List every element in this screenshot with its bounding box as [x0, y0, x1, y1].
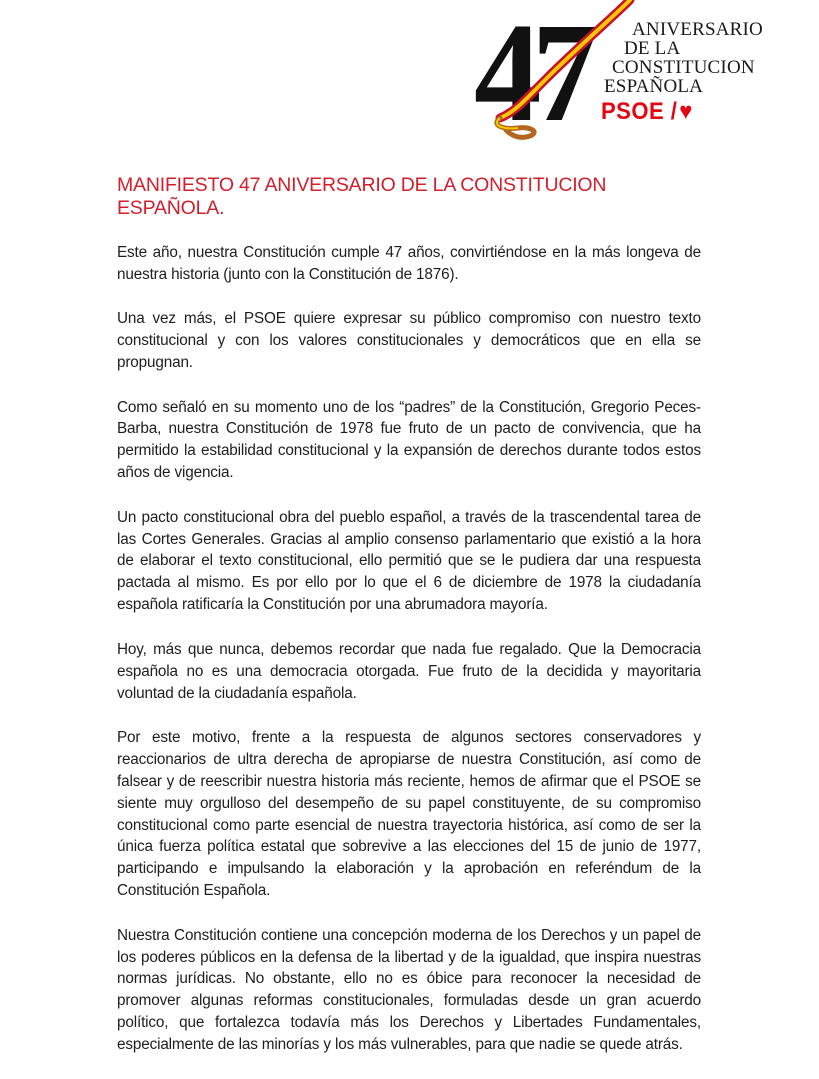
document-title: MANIFIESTO 47 ANIVERSARIO DE LA CONSTITUCION ESPAÑOLA.	[117, 174, 607, 219]
logo-line: ANIVERSARIO	[632, 19, 763, 40]
paragraph: Este año, nuestra Constitución cumple 47 años, convirtiéndose en la más longeva de nuestra historia (junto con la Constitución de 1876).	[117, 244, 701, 283]
logo-line: ESPAÑOLA	[604, 76, 704, 97]
psoe-label: PSOE /	[601, 98, 678, 125]
paragraph: Por este motivo, frente a la respuesta de algunos sectores conservadores y reaccionarios de ultra derecha de apropiarse de nuestra Constitución, así como de falsear y de reescribir nuestra historia más reciente, hemos de afirmar que el PSOE se siente muy orgulloso del desempeño de su papel constituyente, de su compromiso constitucional como parte esencial de nuestra trayectoria histórica, así como de ser la única fuerza política estatal que sobrevive a las elecciones del 15 de junio de 1977, participando e impulsando la elaboración y la aprobación en referéndum de la Constitución Española.	[117, 728, 701, 900]
paragraph: Una vez más, el PSOE quiere expresar su público compromiso con nuestro texto constitucional y con los valores constitucionales y democráticos que en ella se propugnan.	[117, 310, 701, 372]
logo-line: CONSTITUCION	[612, 57, 755, 78]
heart-icon: ♥	[679, 98, 693, 125]
paragraph: Un pacto constitucional obra del pueblo español, a través de la trascendental tarea de las Cortes Generales. Gracias al amplio consenso parlamentario que existió a la hora de elaborar el texto constitucional, ello permitió que se le pudiera dar una respuesta pactada al mismo. Es por ello por lo que el 6 de diciembre de 1978 la ciudadanía española ratificaría la Constitución por una abrumadora mayoría.	[117, 508, 701, 614]
manifesto-document	[117, 174, 701, 1079]
psoe-brand	[601, 98, 693, 126]
logo-number: 47	[474, 0, 590, 151]
paragraph: Hoy, más que nunca, debemos recordar que nada fue regalado. Que la Democracia española no es una democracia otorgada. Fue fruto de la decidida y mayoritaria voluntad de la ciudadanía española.	[117, 640, 701, 702]
anniversary-logo	[470, 0, 819, 151]
logo-text	[604, 20, 763, 96]
paragraph: Nuestra Constitución contiene una concepción moderna de los Derechos y un papel de los poderes públicos en la defensa de la libertad y de la igualdad, que inspira nuestras normas jurídicas. No obstante, ello no es óbice para reconocer la necesidad de promover algunas reformas constitucionales, formuladas desde un gran acuerdo político, que fortalezca todavía más los Derechos y Libertades Fundamentales, especialmente de las minorías y los más vulnerables, para que nadie se quede atrás.	[117, 926, 701, 1054]
logo-line: DE LA	[624, 38, 681, 59]
paragraph: Como señaló en su momento uno de los “padres” de la Constitución, Gregorio Peces-Barba, nuestra Constitución de 1978 fue fruto de un pacto de convivencia, que ha permitido la estabilidad constitucional y la expansión de derechos durante todos estos años de vigencia.	[117, 398, 701, 482]
